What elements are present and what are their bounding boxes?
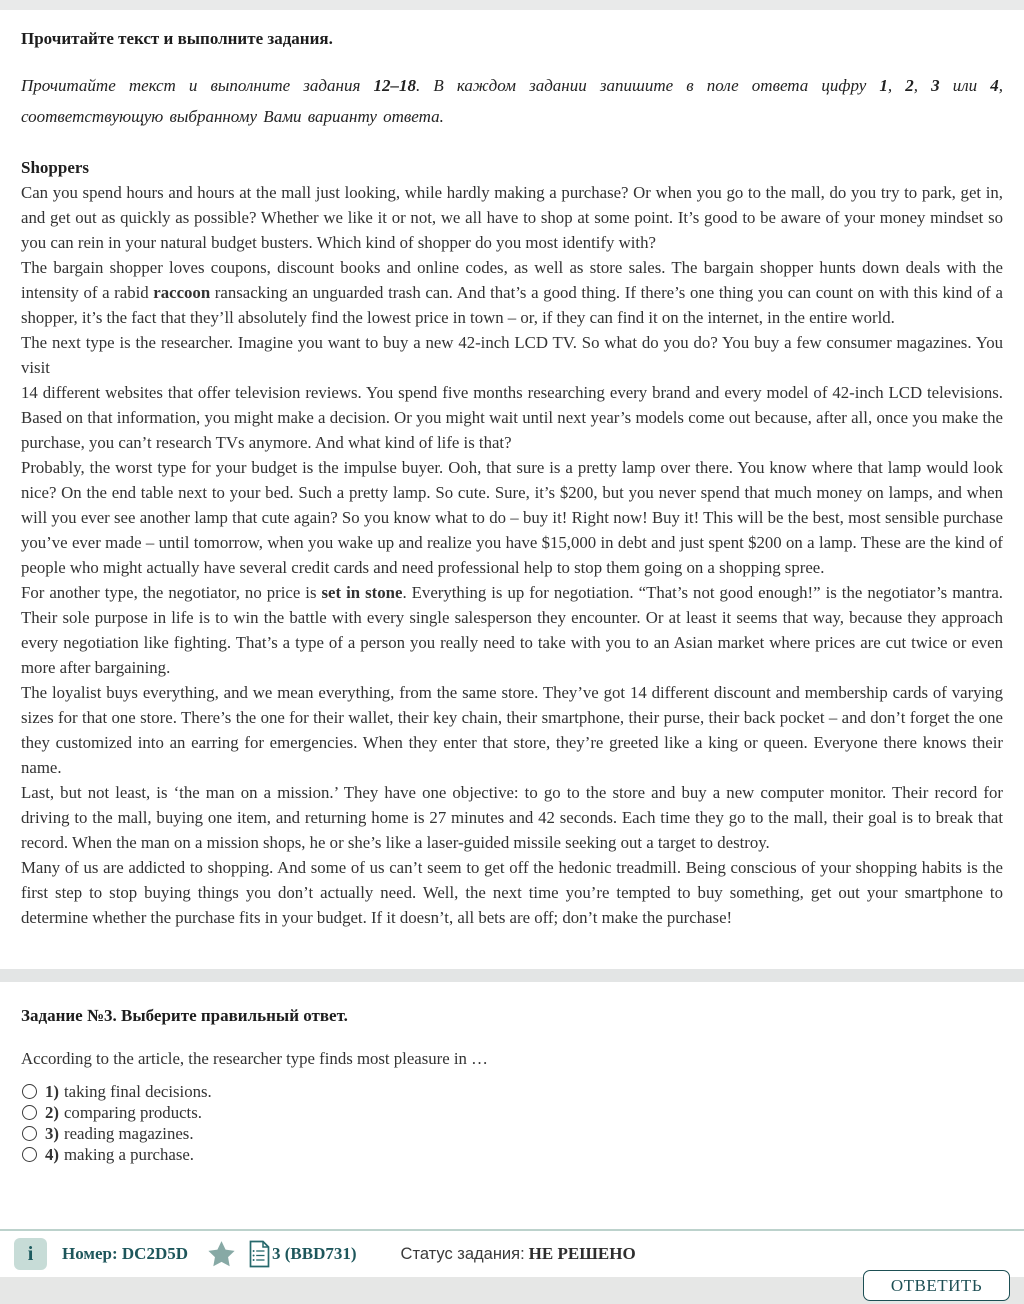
top-strip bbox=[0, 0, 1024, 10]
task-footer bbox=[0, 1229, 1024, 1304]
answer-option-1[interactable] bbox=[21, 1081, 1003, 1102]
status-value: НЕ РЕШЕНО bbox=[528, 1244, 636, 1263]
task-number-heading: Задание №3. Выберите правильный ответ. bbox=[21, 1006, 348, 1025]
favorite-star-icon[interactable] bbox=[206, 1239, 237, 1269]
option-number: 2) bbox=[45, 1102, 59, 1122]
article-title: Shoppers bbox=[21, 158, 90, 177]
article-text bbox=[21, 155, 1003, 930]
question-text: According to the article, the researcher type finds most pleasure in … bbox=[21, 1049, 488, 1068]
option-number: 4) bbox=[45, 1144, 59, 1164]
task-number-id: Номер: DC2D5D bbox=[62, 1244, 188, 1263]
article-paragraph: The loyalist buys everything, and we mean everything, from the same store. They’ve got 14 different discount and membership cards of varying sizes for that one store. There’s the one for their wallet, their key chain, their smartphone, their purse, their back pocket – and don’t forget the one they customized into an earring for emergencies. When they enter that store, they’re greeted like a king or queen. Everyone there knows their name. bbox=[21, 683, 1003, 777]
attachments-count: 3 (BBD731) bbox=[272, 1244, 357, 1263]
option-radio-3[interactable] bbox=[22, 1126, 37, 1141]
option-number: 3) bbox=[45, 1123, 59, 1143]
option-radio-2[interactable] bbox=[22, 1105, 37, 1120]
option-label: making a purchase. bbox=[63, 1144, 194, 1164]
question-section bbox=[0, 1006, 1024, 1165]
option-radio-1[interactable] bbox=[22, 1084, 37, 1099]
document-list-icon bbox=[249, 1240, 270, 1268]
answer-option-3[interactable] bbox=[21, 1123, 1003, 1144]
task-content bbox=[0, 29, 1024, 930]
read-text-heading: Прочитайте текст и выполните задания. bbox=[21, 29, 333, 48]
status-label: Статус задания: bbox=[400, 1245, 525, 1263]
article-paragraph: Probably, the worst type for your budget is the impulse buyer. Ooh, that sure is a pretty lamp over there. You know where that lamp would look nice? On the end table next to your bed. Such a pretty lamp. So cute. Sure, it’s $200, but you never spend that much money on lamps, and when will you ever see another lamp that cute again? So you know what to do – buy it! Right now! Buy it! This will be the best, most sensible purchase you’ve ever made – until tomorrow, when you wake up and realize you have $15,000 in debt and just spent $200 on a lamp. These are the kind of people who might actually have several credit cards and need professional help to stop them going on a shopping spree. bbox=[21, 458, 1003, 577]
option-label: reading magazines. bbox=[63, 1123, 194, 1143]
option-label: comparing products. bbox=[63, 1102, 202, 1122]
option-number: 1) bbox=[45, 1081, 59, 1101]
article-paragraph: The next type is the researcher. Imagine you want to buy a new 42-inch LCD TV. So what do you do? You buy a few consumer magazines. You visit bbox=[21, 333, 1003, 377]
answer-option-4[interactable] bbox=[21, 1144, 1003, 1165]
option-radio-4[interactable] bbox=[22, 1147, 37, 1162]
article-paragraph: The bargain shopper loves coupons, discount books and online codes, as well as store sales. The bargain shopper hunts down deals with the intensity of a rabid raccoon ransacking an unguarded trash can. And that’s a good thing. If there’s one thing you can count on with this kind of a shopper, it’s the fact that they’ll absolutely find the lowest price in town – or, if they can find it on the internet, in the entire world. bbox=[21, 258, 1003, 327]
attachments-link[interactable] bbox=[249, 1240, 357, 1268]
article-paragraph: Many of us are addicted to shopping. And some of us can’t seem to get off the hedonic treadmill. Being conscious of your shopping habits is the first step to stop buying things you don’t actually need. Well, the next time you’re tempted to buy something, get out your smartphone to determine whether the purchase fits in your budget. If it doesn’t, all bets are off; don’t make the purchase! bbox=[21, 858, 1003, 927]
task-instruction: Прочитайте текст и выполните задания 12–18. В каждом задании запишите в поле ответа цифру 1, 2, 3 или 4, соответствующую выбранному Вами варианту ответа. bbox=[21, 76, 1004, 126]
answer-options bbox=[21, 1081, 1003, 1165]
article-paragraph: Last, but not least, is ‘the man on a mission.’ They have one objective: to go to the store and buy a new computer monitor. Their record for driving to the mall, buying one item, and returning home is 27 minutes and 42 seconds. Each time they go to the mall, their goal is to break that record. When the man on a mission shops, he or she’s like a laser-guided missile seeking out a target to destroy. bbox=[21, 783, 1003, 852]
option-label: taking final decisions. bbox=[63, 1081, 212, 1101]
article-paragraph: 14 different websites that offer television reviews. You spend five months researching every brand and every model of 42-inch LCD televisions. Based on that information, you might make a decision. Or you might wait until next year’s models come out because, after all, once you make the purchase, you can’t research TVs anymore. And what kind of life is that? bbox=[21, 383, 1003, 452]
answer-button[interactable]: ОТВЕТИТЬ bbox=[863, 1270, 1010, 1301]
section-separator bbox=[0, 969, 1024, 982]
answer-option-2[interactable] bbox=[21, 1102, 1003, 1123]
task-status bbox=[401, 1244, 636, 1264]
article-paragraph: Can you spend hours and hours at the mall just looking, while hardly making a purchase? Or when you go to the mall, do you try to park, get in, and get out as quickly as possible? Whether we like it or not, we all have to shop at some point. It’s good to be aware of your money mindset so you can rein in your natural budget busters. Which kind of shopper do you most identify with? bbox=[21, 183, 1003, 252]
info-icon[interactable]: i bbox=[14, 1238, 47, 1270]
article-paragraph: For another type, the negotiator, no price is set in stone. Everything is up for negotiation. “That’s not good enough!” is the negotiator’s mantra. Their sole purpose in life is to win the battle with every single salesperson they encounter. Or at least it seems that way, because they approach every negotiation like fighting. That’s a type of a person you really need to take with you to an Asian market where prices are cut twice or even more after bargaining. bbox=[21, 583, 1004, 677]
